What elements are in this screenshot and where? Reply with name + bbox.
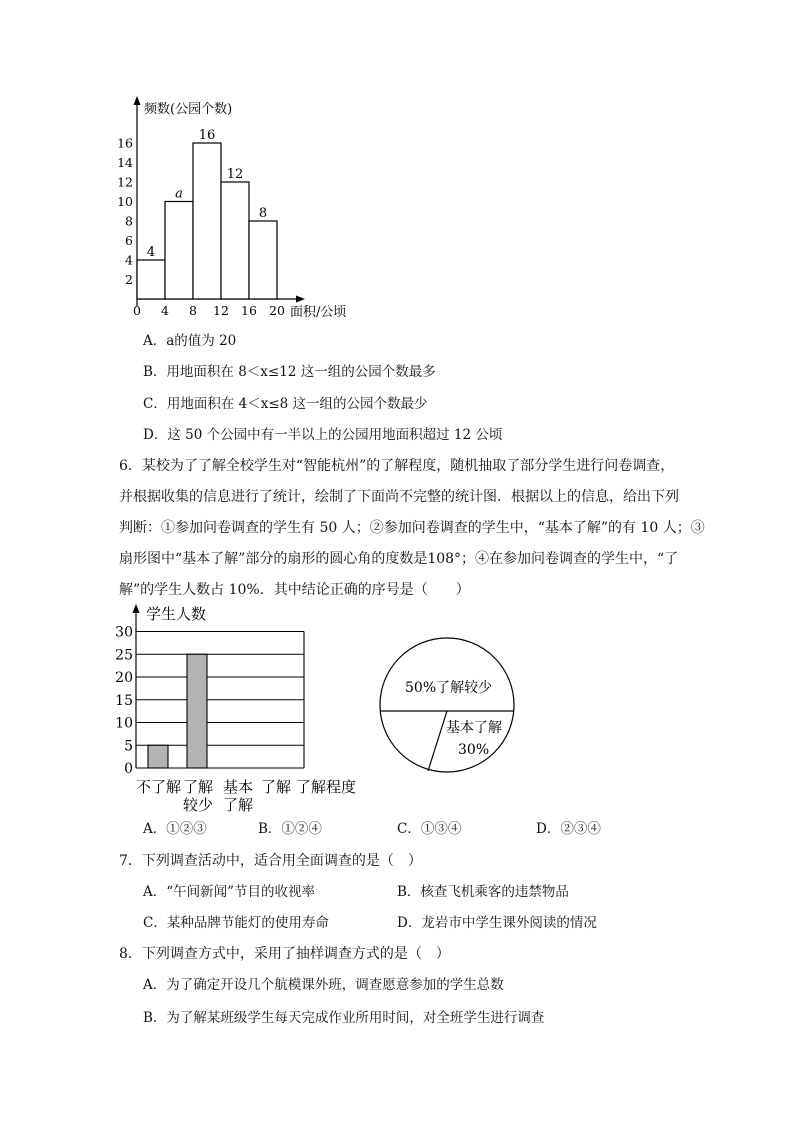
q8-stem: 8．下列调查方式中，采用了抽样调查方式的是（ ） — [119, 946, 450, 962]
q7-option-a: A．“午间新闻”节目的收视率 — [143, 884, 316, 900]
bar-x-label-2b: 较少 — [183, 796, 214, 814]
q7-stem: 7．下列调查活动中，适合用全面调查的是（ ） — [119, 853, 422, 869]
q6-stem-line-5: 解”的学生人数占 10%．其中结论正确的序号是（ ） — [119, 582, 470, 598]
hist-x-tick-label: 8 — [189, 303, 197, 318]
bar-y-tick-label: 25 — [115, 647, 133, 664]
q6-option-a: A．①②③ — [143, 821, 207, 837]
bar-x-label-3a: 基本 — [223, 778, 254, 796]
hist-y-tick-label: 4 — [125, 252, 133, 268]
q5-option-b: B．用地面积在 8＜x≤12 这一组的公园个数最多 — [143, 364, 436, 380]
hist-y-arrow — [134, 96, 141, 105]
hist-x-tick-label: 16 — [241, 303, 257, 318]
bar-y-tick-label: 20 — [115, 670, 133, 686]
hist-x-tick-label: 0 — [133, 303, 141, 318]
student-bar-chart — [112, 600, 362, 815]
bar-x-label-3b: 了解 — [223, 796, 254, 814]
bar-x-label-2a: 了解 — [183, 778, 214, 796]
q8-option-b: B．为了解某班级学生每天完成作业所用时间，对全班学生进行调查 — [143, 1010, 545, 1026]
student-pie-chart — [374, 630, 524, 780]
hist-bar — [165, 202, 193, 300]
hist-y-tick-label: 12 — [117, 174, 133, 190]
q7-option-d: D．龙岩市中学生课外阅读的情况 — [397, 915, 597, 931]
pie-label-basic-pct: 30% — [458, 742, 490, 758]
hist-y-tick-label: 2 — [125, 272, 133, 287]
bar-x-label-1: 不了解 — [136, 778, 182, 796]
bar-y-title: 学生人数 — [146, 605, 207, 623]
hist-y-tick-label: 8 — [125, 213, 133, 229]
hist-y-title: 频数(公园个数) — [144, 102, 233, 117]
q6-stem-line-2: 并根据收集的信息进行了统计，绘制了下面尚不完整的统计图．根据以上的信息，给出下列 — [119, 489, 679, 505]
bar-rect — [148, 745, 168, 768]
q5-option-d: D．这 50 个公园中有一半以上的公园用地面积超过 12 公顷 — [143, 427, 503, 443]
histogram-chart — [117, 90, 360, 320]
q6-option-c: C．①③④ — [397, 821, 462, 837]
q6-stem-line-1: 6．某校为了了解全校学生对“智能杭州”的了解程度，随机抽取了部分学生进行问卷调查， — [119, 458, 675, 474]
bar-y-tick-label: 5 — [124, 738, 133, 755]
hist-bar-label: 8 — [258, 206, 268, 221]
hist-bar-label: a — [175, 186, 183, 202]
bar-rect — [187, 654, 207, 768]
bar-y-tick-label: 10 — [115, 715, 133, 732]
hist-bar-label: 16 — [198, 128, 216, 143]
hist-bar-label: 12 — [226, 167, 244, 182]
hist-bar — [221, 182, 249, 299]
q6-option-d: D．②③④ — [536, 821, 601, 837]
hist-x-tick-label: 4 — [161, 303, 169, 318]
q7-option-c: C．某种品牌节能灯的使用寿命 — [143, 915, 329, 931]
bar-x-title: 了解程度 — [296, 778, 357, 796]
hist-bar — [137, 260, 165, 299]
q7-option-b: B．核查飞机乘客的违禁物品 — [397, 884, 569, 900]
hist-bar — [249, 221, 277, 299]
hist-y-tick-label: 14 — [117, 155, 133, 170]
hist-y-tick-label: 6 — [125, 233, 133, 248]
hist-bar-label: 4 — [146, 245, 156, 260]
q6-stem-line-3: 判断：①参加问卷调查的学生有 50 人；②参加问卷调查的学生中，“基本了解”的有 10 人；③ — [119, 520, 705, 536]
bar-y-tick-label: 30 — [115, 624, 133, 641]
q8-option-a: A．为了确定开设几个航模课外班，调查愿意参加的学生总数 — [143, 977, 504, 993]
pie-label-basic: 基本了解 — [446, 720, 502, 736]
hist-x-arrow — [296, 296, 305, 303]
q5-option-a: A．a的值为 20 — [143, 333, 237, 349]
q5-option-c: C．用地面积在 4＜x≤8 这一组的公园个数最少 — [143, 396, 428, 412]
hist-x-tick-label: 12 — [213, 303, 229, 318]
hist-x-title: 面积/公顷 — [290, 305, 347, 320]
bar-y-tick-label: 15 — [115, 692, 133, 709]
bar-y-tick-label: 0 — [124, 761, 133, 777]
q6-option-b: B．①②④ — [258, 821, 322, 837]
hist-bar — [193, 143, 221, 299]
bar-x-label-4: 了解 — [261, 778, 292, 796]
hist-x-tick-label: 20 — [269, 303, 285, 318]
bar-y-arrow — [133, 604, 140, 613]
hist-y-tick-label: 16 — [117, 135, 133, 151]
q6-stem-line-4: 扇形图中“基本了解”部分的扇形的圆心角的度数是108°；④在参加问卷调查的学生中，“了 — [119, 551, 679, 567]
pie-label-less: 50%了解较少 — [405, 680, 493, 696]
hist-y-tick-label: 10 — [117, 194, 133, 209]
pie-circle — [380, 638, 514, 772]
